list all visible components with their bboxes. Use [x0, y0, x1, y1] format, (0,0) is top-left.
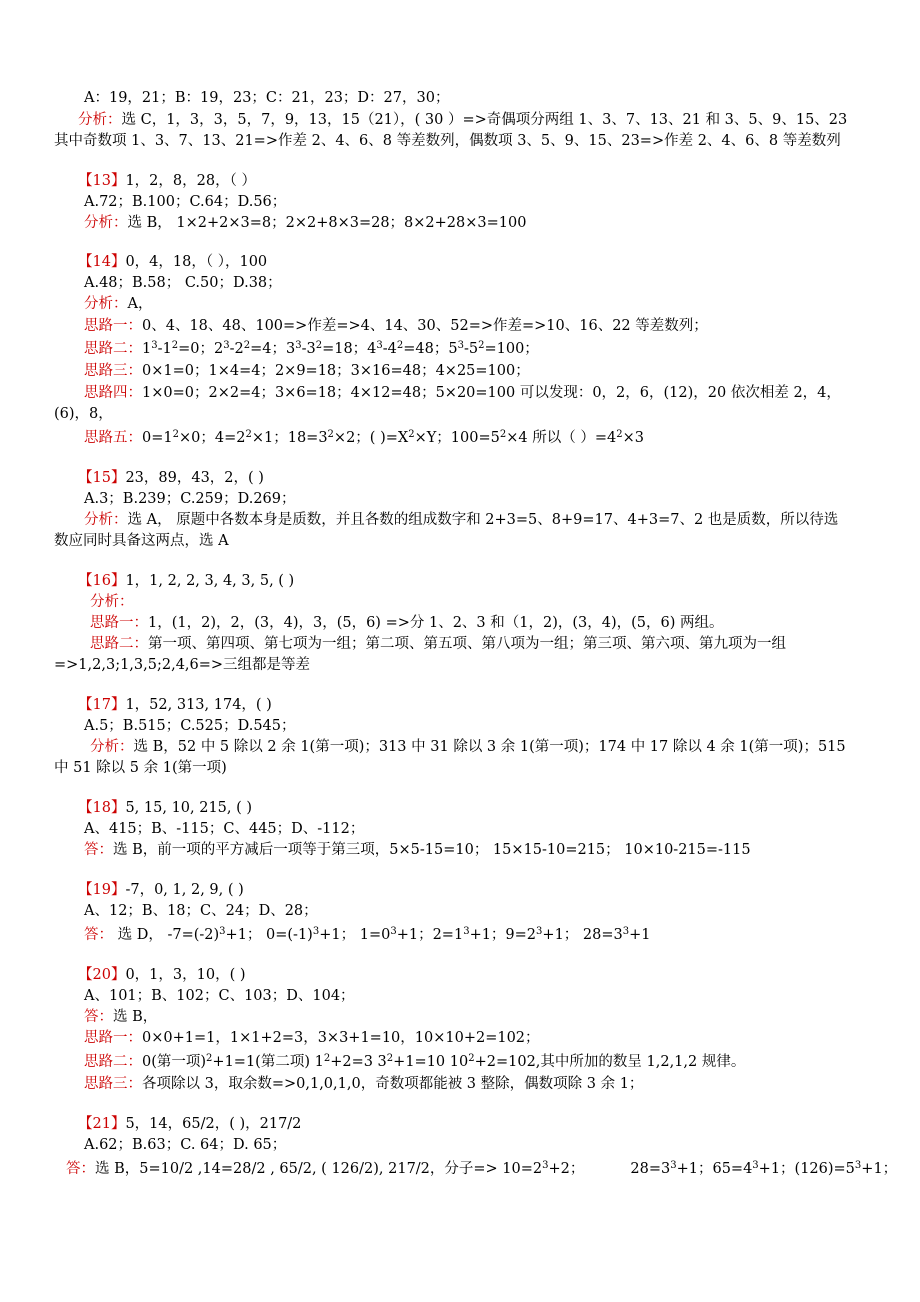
q20-answer	[84, 1007, 157, 1027]
q20-thought-2	[84, 1052, 745, 1072]
q16-thought-2	[90, 634, 786, 654]
math-sup: 3	[223, 340, 230, 351]
q19-answer-label: 答：	[84, 927, 113, 943]
math-text: =100；	[484, 341, 539, 357]
q16-number: 【16】	[78, 573, 126, 589]
math-text: +1； 0=(-1)	[225, 927, 313, 943]
q14-thought-2-label: 思路二：	[84, 341, 142, 357]
q20-heading	[78, 965, 246, 985]
q20-stem: 0，1，3，10，( )	[125, 967, 246, 983]
q14-thought-1-text: 0、4、18、48、100=>作差=>4、14、30、52=>作差=>10、16、22 等差数列；	[142, 318, 708, 334]
q14-thought-5	[84, 428, 644, 448]
math-sup: 2	[323, 1053, 331, 1064]
math-text: +2；	[548, 1161, 585, 1177]
math-text: +1=10 10	[393, 1054, 469, 1070]
q20-answer-label: 答：	[84, 1009, 113, 1025]
math-text: 0(第一项)	[142, 1054, 207, 1070]
math-sup: 2	[245, 429, 252, 440]
q16-thought-2-cont: =>1,2,3;1,3,5;2,4,6=>三组都是等差	[54, 657, 311, 673]
q16-thought-1-label: 思路一：	[90, 615, 148, 631]
q18-options: A、415；B、-115；C、445；D、-112；	[84, 821, 365, 837]
q21-number: 【21】	[78, 1116, 126, 1132]
math-text: -5	[463, 341, 479, 357]
math-text: ×4 所以（ ）=4	[506, 430, 617, 446]
q18-heading	[78, 798, 252, 818]
q16-thought-1-text: 1，(1，2)，2，(3，4)，3，(5，6) =>分 1、2、3 和（1，2)，(3，4)，(5，6) 两组。	[148, 615, 724, 631]
math-text: 选 D， -7=(-2)	[113, 927, 220, 943]
q19-number: 【19】	[78, 882, 126, 898]
q14-thought-5-label: 思路五：	[84, 430, 142, 446]
q14-thought-4	[84, 383, 841, 403]
math-text: -2	[229, 341, 244, 357]
math-sup: 3	[295, 340, 302, 351]
math-sup: 2	[386, 1053, 394, 1064]
q16-stem: 1，1, 2, 2, 3, 4, 3, 5, ( )	[125, 573, 295, 589]
q15-stem: 23，89，43，2，( )	[125, 470, 264, 486]
q14-thought-2	[84, 339, 539, 359]
q14-thought-4-label: 思路四：	[84, 385, 142, 401]
math-sup: 2	[206, 1053, 213, 1064]
math-text: +1；2=1	[396, 927, 464, 943]
q17-number: 【17】	[78, 697, 126, 713]
math-text: ×0；4=2	[178, 430, 246, 446]
math-sup: 2	[327, 429, 334, 440]
q17-analysis-cont: 中 51 除以 5 余 1(第一项)	[54, 760, 227, 776]
math-text: +2=3 3	[330, 1054, 387, 1070]
q14-number: 【14】	[78, 254, 126, 270]
math-sup: 2	[396, 340, 404, 351]
math-text: =4；3	[250, 341, 296, 357]
q14-thought-1-label: 思路一：	[84, 318, 142, 334]
q13-heading	[78, 171, 256, 191]
q18-answer-text: 选 B，前一项的平方减后一项等于第三项，5×5-15=10； 15×15-10=215； 10×10-215=-115	[113, 842, 751, 858]
q15-analysis-label: 分析：	[84, 512, 128, 528]
q20-thought-1-text: 0×0+1=1，1×1+2=3，3×3+1=10，10×10+2=102；	[142, 1030, 540, 1046]
q18-number: 【18】	[78, 800, 126, 816]
q19-stem: -7，0, 1, 2, 9, ( )	[125, 882, 244, 898]
math-sup: 3	[390, 926, 397, 937]
q20-thought-1	[84, 1028, 540, 1048]
math-text: +1； 1=0	[319, 927, 391, 943]
math-text: +1； 28=3	[542, 927, 623, 943]
q13-number: 【13】	[78, 173, 126, 189]
q12-options: A：19，21；B：19，23；C：21，23；D：27，30；	[84, 90, 450, 106]
math-text: 0=1	[142, 430, 173, 446]
q20-options: A、101；B、102；C、103；D、104；	[84, 988, 355, 1004]
q16-thought-2-label: 思路二：	[90, 636, 148, 652]
math-text: +1；9=2	[469, 927, 537, 943]
math-sup: 2	[315, 340, 323, 351]
q17-analysis-text: 选 B，52 中 5 除以 2 余 1(第一项)；313 中 31 除以 3 余 1(第一项)；174 中 17 除以 4 余 1(第一项)；515	[133, 739, 846, 755]
math-text: ×Y；100=5	[414, 430, 500, 446]
math-sup: 3	[854, 1160, 862, 1171]
math-sup: 3	[670, 1160, 677, 1171]
q20-thought-3-label: 思路三：	[84, 1076, 142, 1092]
q15-analysis-cont: 数应同时具备这两点，选 A	[54, 533, 229, 549]
math-text: +1；	[861, 1161, 898, 1177]
q13-analysis	[84, 213, 526, 233]
math-sup: 2	[616, 429, 623, 440]
q14-stem: 0，4，18，（ ），100	[125, 254, 268, 270]
math-text: 1	[142, 341, 152, 357]
q21-options: A.62；B.63；C. 64；D. 65；	[84, 1137, 287, 1153]
q20-thought-3	[84, 1074, 643, 1094]
q21-stem: 5，14，65/2，( )，217/2	[125, 1116, 302, 1132]
q14-thought-3	[84, 361, 530, 381]
q19-answer	[84, 925, 650, 945]
q15-analysis	[84, 510, 838, 530]
q12-analysis	[78, 110, 847, 130]
q18-answer-label: 答：	[84, 842, 113, 858]
q20-thought-2-label: 思路二：	[84, 1054, 142, 1070]
q17-heading	[78, 695, 272, 715]
q14-heading	[78, 252, 267, 272]
q21-heading	[78, 1114, 301, 1134]
q17-analysis	[90, 737, 846, 757]
math-sup: 3	[463, 926, 470, 937]
q15-heading	[78, 468, 264, 488]
math-sup: 3	[457, 340, 464, 351]
math-sup: 3	[151, 340, 158, 351]
q20-answer-text: 选 B，	[113, 1009, 158, 1025]
q21-answer-label: 答：	[66, 1161, 95, 1177]
q19-heading	[78, 880, 244, 900]
math-text: -3	[301, 341, 316, 357]
math-sup: 3	[622, 926, 630, 937]
math-sup: 2	[171, 340, 179, 351]
q20-thought-3-text: 各项除以 3，取余数=>0,1,0,1,0，奇数项都能被 3 整除，偶数项除 3 余 1；	[142, 1076, 644, 1092]
q17-stem: 1，52, 313, 174，( )	[125, 697, 272, 713]
q15-options: A.3；B.239；C.259；D.269；	[84, 491, 296, 507]
q15-number: 【15】	[78, 470, 126, 486]
math-sup: 3	[542, 1160, 549, 1171]
q14-thought-4-text: 1×0=0；2×2=4；3×6=18；4×12=48；5×20=100 可以发现：0，2，6，(12)，20 依次相差 2，4，	[142, 385, 841, 401]
q13-stem: 1，2，8，28，（ ）	[125, 173, 256, 189]
q19-options: A、12；B、18；C、24；D、28；	[84, 903, 318, 919]
q14-analysis	[84, 294, 152, 314]
q14-thought-4-cont: (6)，8，	[54, 406, 113, 422]
q21-answer	[66, 1159, 897, 1179]
math-text: 选 B，5=10/2 ,14=28/2 , 65/2, ( 126/2), 217/2，分子=> 10=2	[95, 1161, 543, 1177]
math-sup: 2	[408, 429, 415, 440]
q13-analysis-label: 分析：	[84, 215, 128, 231]
math-text: +1；65=4	[676, 1161, 753, 1177]
math-text: 28=3	[630, 1161, 671, 1177]
math-sup: 3	[752, 1160, 759, 1171]
math-text: ×3	[622, 430, 644, 446]
q12-analysis-cont: 其中奇数项 1、3、7、13、21=>作差 2、4、6、8 等差数列，偶数项 3、5、9、15、23=>作差 2、4、6、8 等差数列	[54, 133, 841, 149]
math-sup: 3	[536, 926, 543, 937]
math-text: =18；4	[322, 341, 377, 357]
q16-thought-1	[90, 613, 724, 633]
math-text: +2=102,其中所加的数呈 1,2,1,2 规律。	[474, 1054, 746, 1070]
q16-analysis-label: 分析：	[90, 594, 134, 610]
q14-analysis-label: 分析：	[84, 296, 128, 312]
math-sup: 2	[478, 340, 485, 351]
q13-options: A.72；B.100；C.64；D.56；	[84, 194, 287, 210]
q16-thought-2-text: 第一项、第四项、第七项为一组；第二项、第五项、第八项为一组；第三项、第六项、第九项为一组	[148, 636, 786, 652]
math-text: +1=1(第二项) 1	[212, 1054, 324, 1070]
math-text: +1	[629, 927, 651, 943]
math-text: +1；(126)=5	[758, 1161, 855, 1177]
q13-analysis-text: 选 B， 1×2+2×3=8；2×2+8×3=28；8×2+28×3=100	[127, 215, 527, 231]
q17-options: A.5；B.515；C.525；D.545；	[84, 718, 296, 734]
q12-analysis-text: 选 C，1，3，3，5，7，9，13，15（21），( 30 ）=>奇偶项分两组 1、3、7、13、21 和 3、5、9、15、23	[121, 112, 848, 128]
math-sup: 2	[468, 1053, 475, 1064]
math-text: =0；2	[178, 341, 224, 357]
math-sup: 2	[243, 340, 251, 351]
q16-heading	[78, 571, 294, 591]
q18-stem: 5, 15, 10, 215, ( )	[125, 800, 253, 816]
math-sup: 3	[376, 340, 383, 351]
math-sup: 2	[499, 429, 507, 440]
q14-thought-3-text: 0×1=0；1×4=4；2×9=18；3×16=48；4×25=100；	[142, 363, 530, 379]
math-text: ×1；18=3	[251, 430, 328, 446]
q17-analysis-label: 分析：	[90, 739, 134, 755]
math-text: =48；5	[403, 341, 458, 357]
q20-number: 【20】	[78, 967, 126, 983]
math-sup: 3	[219, 926, 226, 937]
q14-thought-3-label: 思路三：	[84, 363, 142, 379]
q12-analysis-label: 分析：	[78, 112, 122, 128]
q15-analysis-text: 选 A， 原题中各数本身是质数，并且各数的组成数字和 2+3=5、8+9=17、4+3=7、2 也是质数，所以待选	[127, 512, 839, 528]
q14-analysis-text: A，	[127, 296, 153, 312]
math-sup: 3	[312, 926, 320, 937]
q14-options: A.48；B.58； C.50；D.38；	[84, 275, 282, 291]
math-text: -4	[382, 341, 397, 357]
math-text: -1	[157, 341, 172, 357]
q20-thought-1-label: 思路一：	[84, 1030, 142, 1046]
math-text: ×2；( )=X	[333, 430, 409, 446]
q18-answer	[84, 840, 751, 860]
q14-thought-1	[84, 316, 708, 336]
math-sup: 2	[172, 429, 179, 440]
